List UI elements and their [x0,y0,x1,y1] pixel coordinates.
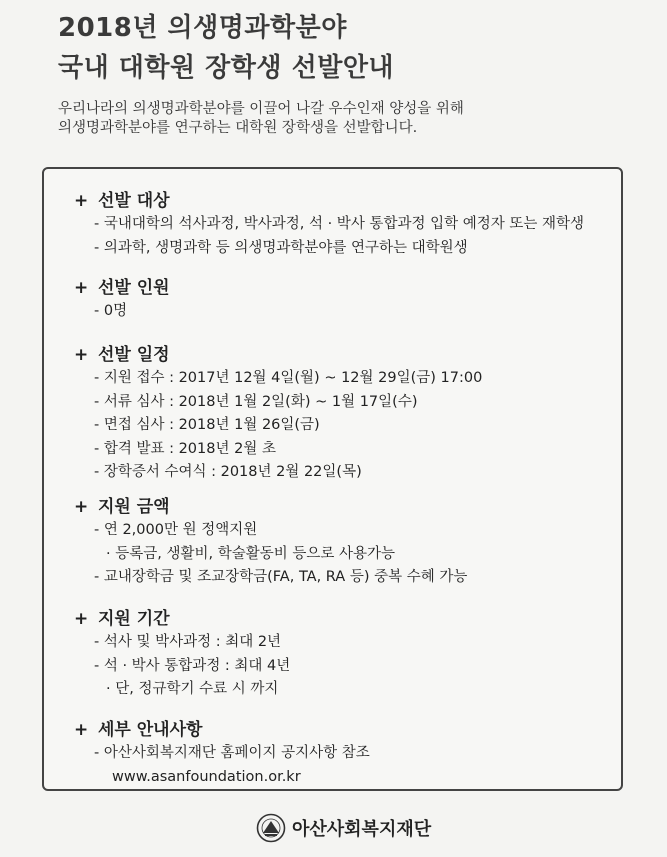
website-url: www.asanfoundation.or.kr [112,768,301,785]
asan-foundation-logo-icon [256,813,286,843]
list-item: - 석사 및 박사과정 : 최대 2년 [94,634,282,650]
list-item: - 국내대학의 석사과정, 박사과정, 석 · 박사 통합과정 입학 예정자 또는 재학생 [94,216,584,232]
info-box [42,167,623,791]
list-item: - 아산사회복지재단 홈페이지 공지사항 참조 [94,745,370,761]
list-item: - 서류 심사 : 2018년 1월 2일(화) ~ 1월 17일(수) [94,393,418,410]
plus-icon: + [74,609,89,629]
section-title: + 선발 인원 [74,278,170,298]
list-item: - 교내장학금 및 조교장학금(FA, TA, RA 등) 중복 수혜 가능 [94,569,468,585]
intro-line-2: 의생명과학분야를 연구하는 대학원 장학생을 선발합니다. [58,120,418,136]
plus-icon: + [74,720,89,740]
intro-line-1: 우리나라의 의생명과학분야를 이끌어 나갈 우수인재 양성을 위해 [58,101,464,117]
list-item: - 지원 접수 : 2017년 12월 4일(월) ~ 12월 29일(금) 17:00 [94,370,483,386]
list-item: - 석 · 박사 통합과정 : 최대 4년 [94,657,291,674]
plus-icon: + [74,345,89,365]
section-count [74,276,170,324]
intro-text [58,100,464,138]
list-subitem: · 단, 정규학기 수료 시 까지 [106,681,279,697]
section-schedule [74,343,482,485]
title-line-1: 2018년 의생명과학분야 [58,13,347,43]
list-item: - 면접 심사 : 2018년 1월 26일(금) [94,417,320,433]
org-name: 아산사회복지재단 [292,819,432,840]
section-title: + 선발 대상 [74,191,170,211]
footer [256,813,431,843]
list-item: - 연 2,000만 원 정액지원 [94,522,258,538]
title-line-2: 국내 대학원 장학생 선발안내 [58,53,395,83]
section-target [74,189,584,260]
section-title: + 지원 기간 [74,609,170,629]
page-title [58,8,394,88]
plus-icon: + [74,191,89,211]
list-subitem: · 등록금, 생활비, 학술활동비 등으로 사용가능 [106,545,395,562]
list-item: - 의과학, 생명과학 등 의생명과학분야를 연구하는 대학원생 [94,239,468,256]
plus-icon: + [74,497,89,517]
section-details [74,718,370,789]
section-period [74,607,290,702]
section-amount [74,495,467,590]
list-item: - 0명 [94,303,128,319]
list-item: - 장학증서 수여식 : 2018년 2월 22일(목) [94,464,362,480]
plus-icon: + [74,278,89,298]
section-title: + 세부 안내사항 [74,720,203,740]
section-title: + 지원 금액 [74,497,170,517]
list-item: - 합격 발표 : 2018년 2월 초 [94,440,276,457]
section-title: + 선발 일정 [74,345,170,365]
